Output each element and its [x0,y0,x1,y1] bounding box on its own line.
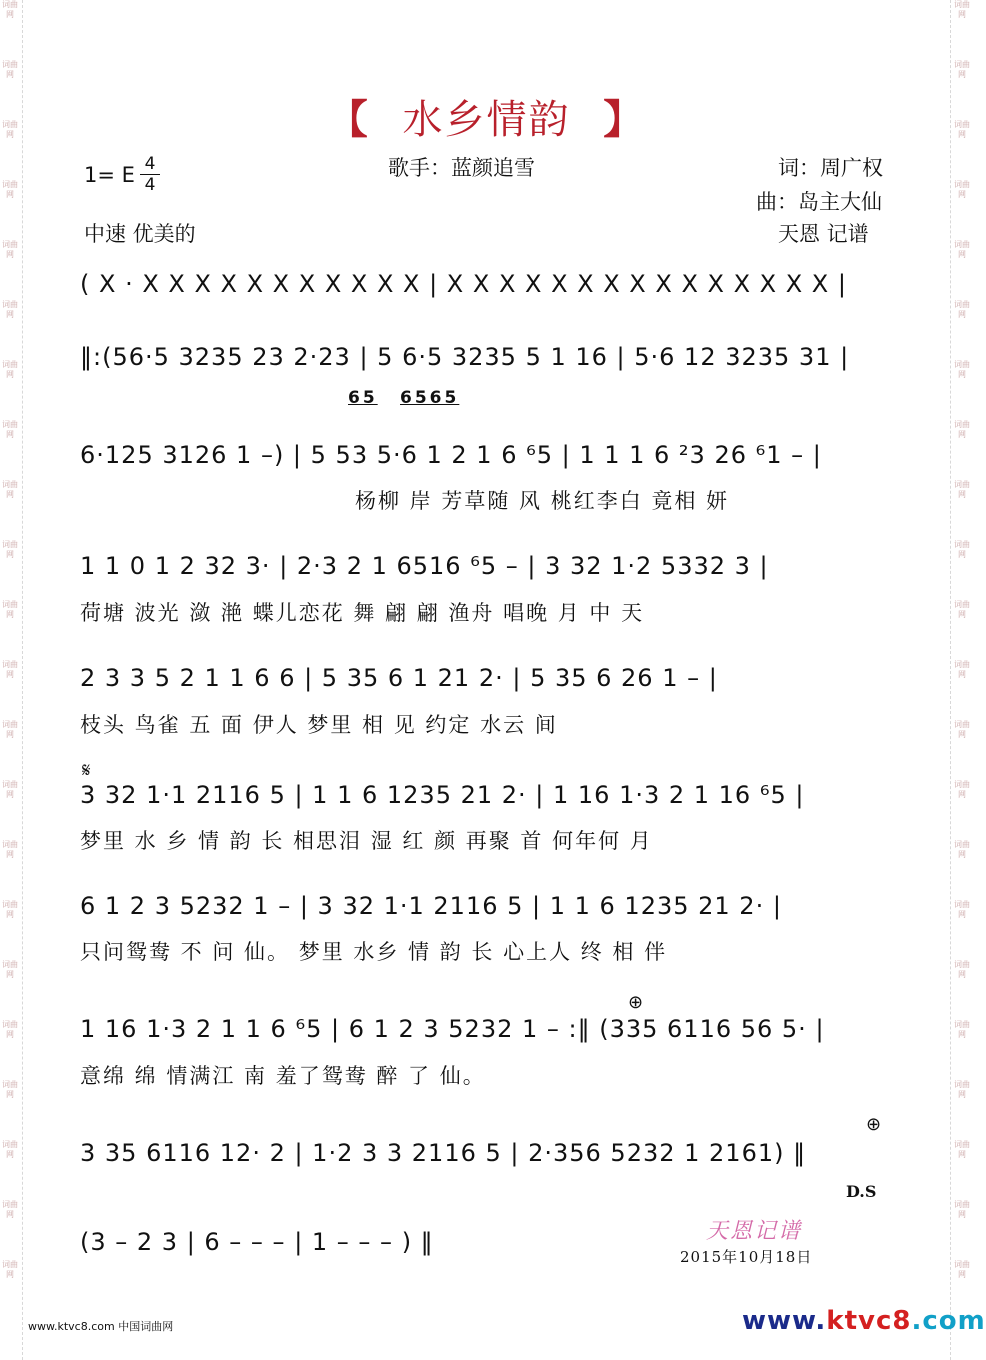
score-line-4-lyrics: 荷塘 波光 潋 滟 蝶儿恋花 舞 翩 翩 渔舟 唱晚 月 中 天 [80,601,645,625]
score-line-7-lyrics: 只问鸳鸯 不 问 仙。 梦里 水乡 情 韵 长 心上人 终 相 伴 [80,940,668,964]
singer-credit: 歌手：蓝颜追雪 [388,156,535,180]
score-line-1-notes: ( X · X X X X X X X X X X X | X X X X X X X X X X X X X X X | [80,270,847,298]
score-line-4-notes: 1 1 0 1 2 32 3· | 2·3 2 1 6516 ⁶5 – | 3 32 1·2 5332 3 | [80,552,769,580]
footer-site-logo-tld: .com [911,1306,986,1336]
score-line-5-notes: 2 3 3 5 2 1 1 6 6 | 5 35 6 1 21 2· | 5 35 6 26 1 – | [80,664,718,692]
title-close-bracket: 】 [603,97,646,143]
left-watermark: 词曲网 词曲网 词曲网 词曲网 词曲网 词曲网 词曲网 词曲网 词曲网 词曲网 词曲网 词曲网 词曲网 词曲网 词曲网 词曲网 词曲网 词曲网 词曲网 词曲网 词曲网 词曲网 [2,0,18,1279]
score-line-9-notes: 3 35 6116 12· 2 | 1·2 3 3 2116 5 | 2·356 5232 1 2161) ‖ [80,1139,807,1167]
coda-sign-2: ⊕ [866,1114,882,1135]
dal-segno-marking: D.S [846,1182,877,1201]
lyricist-credit: 词：周广权 [778,156,883,180]
score-line-5-lyrics: 枝头 鸟雀 五 面 伊人 梦里 相 见 约定 水云 间 [80,713,558,737]
tempo-marking: 中速 优美的 [84,222,196,246]
sub-notes-2: 6565 [400,388,460,408]
transcriber-credit: 天恩 记谱 [778,222,869,246]
score-line-6-lyrics: 梦里 水 乡 情 韵 长 相思泪 湿 红 颜 再聚 首 何年何 月 [80,829,653,853]
right-watermark: 词曲网 词曲网 词曲网 词曲网 词曲网 词曲网 词曲网 词曲网 词曲网 词曲网 词曲网 词曲网 词曲网 词曲网 词曲网 词曲网 词曲网 词曲网 词曲网 词曲网 词曲网 词曲网 [954,0,970,1279]
footer-site-logo-www: www. [742,1306,827,1336]
sub-notes-1: 65 [348,388,378,408]
footer-site-text: www.ktvc8.com 中国词曲网 [28,1320,174,1333]
song-title [0,88,973,145]
score-line-6-notes: 3 32 1·1 2116 5 | 1 1 6 1235 21 2· | 1 16 1·3 2 1 16 ⁶5 | [80,781,805,809]
segno-sign: 𝄋 [82,758,91,782]
composer-credit: 曲：岛主大仙 [756,190,882,214]
transcriber-stamp: 天恩记谱 [706,1219,803,1244]
time-signature [140,155,160,194]
time-signature-top: 4 [144,154,156,174]
score-line-8-lyrics: 意绵 绵 情满江 南 羞了鸳鸯 醉 了 仙。 [80,1064,486,1088]
time-signature-bottom: 4 [144,175,156,195]
score-line-3-lyrics: 杨柳 岸 芳草随 风 桃红李白 竟相 妍 [355,489,730,513]
score-line-2-notes: ‖:(56·5 3235 23 2·23 | 5 6·5 3235 5 1 16 | 5·6 12 3235 31 | [80,343,850,371]
key-signature: 1= E [84,163,135,187]
title-text: 水乡情韵 [402,97,571,143]
footer-site-logo [742,1306,986,1336]
footer-site-logo-name: ktvc8 [826,1306,912,1336]
score-line-3-notes: 6·125 3126 1 –) | 5 53 5·6 1 2 1 6 ⁶5 | 1 1 1 6 ²3 26 ⁶1 – | [80,441,822,469]
transcription-date: 2015年10月18日 [680,1248,813,1266]
title-open-bracket: 【 [327,97,370,143]
left-border [22,0,23,1360]
score-line-10-notes: (3 – 2 3 | 6 – – – | 1 – – – ) ‖ [80,1228,434,1256]
coda-sign-1: ⊕ [628,992,644,1013]
score-line-7-notes: 6 1 2 3 5232 1 – | 3 32 1·1 2116 5 | 1 1 6 1235 21 2· | [80,892,782,920]
score-line-8-notes: 1 16 1·3 2 1 1 6 ⁶5 | 6 1 2 3 5232 1 – :‖ (335 6116 56 5· | [80,1015,825,1043]
right-border [950,0,951,1360]
